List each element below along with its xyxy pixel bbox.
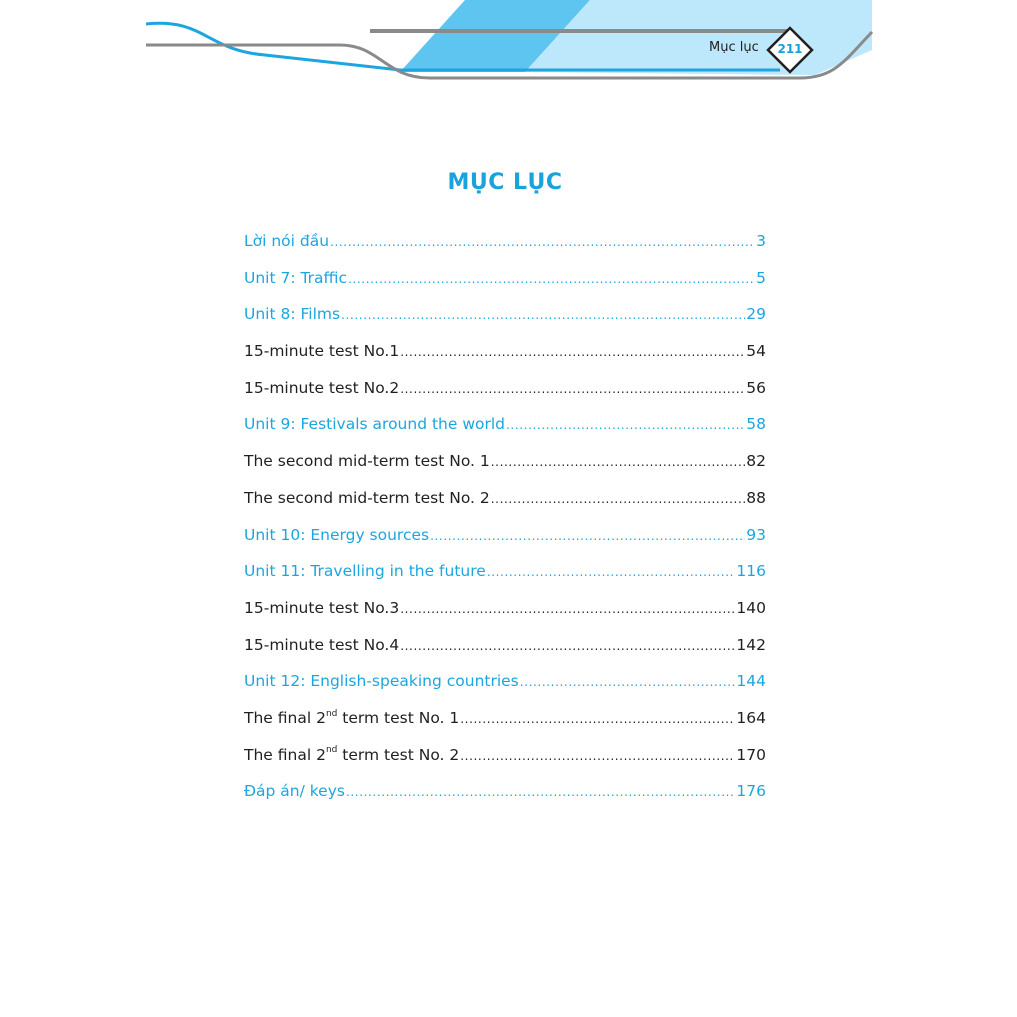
- toc-entry-label-sup: nd: [325, 745, 338, 756]
- toc-entry-label-text: The final 2: [244, 708, 326, 727]
- toc-entry-label-text: The second mid-term test No. 1: [244, 452, 490, 471]
- toc-dot-leader: [400, 382, 745, 396]
- toc-entry-label-text: Unit 11: Travelling in the future: [244, 562, 486, 581]
- toc-entry[interactable]: [244, 305, 766, 342]
- toc-entry-label: [244, 782, 345, 800]
- toc-entry-page: 164: [736, 708, 766, 727]
- toc-dot-leader: [400, 345, 745, 359]
- table-of-contents: [244, 232, 766, 819]
- toc-entry-label-text: Unit 10: Energy sources: [244, 525, 430, 544]
- toc-dot-leader: [460, 749, 735, 763]
- toc-entry-label-text: The second mid-term test No. 2: [244, 488, 490, 507]
- toc-entry-label: [244, 489, 490, 507]
- toc-entry-label-text: Unit 12: English-speaking countries: [244, 672, 519, 691]
- toc-entry-label-text: 15-minute test No.3: [244, 598, 400, 617]
- toc-entry-label-text: Đáp án/ keys: [244, 782, 345, 801]
- toc-dot-leader: [400, 639, 735, 653]
- toc-entry-label-text: 15-minute test No.2: [244, 378, 400, 397]
- toc-entry-label: [244, 305, 340, 323]
- toc-entry-label-text: 15-minute test No.4: [244, 635, 400, 654]
- toc-entry[interactable]: [244, 526, 766, 563]
- toc-entry[interactable]: [244, 489, 766, 526]
- toc-entry-label-text: Unit 8: Films: [244, 305, 341, 324]
- toc-dot-leader: [346, 785, 735, 799]
- toc-entry-label: [244, 452, 490, 470]
- toc-dot-leader: [348, 272, 755, 286]
- toc-entry-page: 3: [756, 232, 766, 250]
- toc-entry-page: 56: [746, 378, 766, 397]
- toc-entry[interactable]: [244, 269, 766, 306]
- toc-dot-leader: [460, 712, 735, 726]
- toc-entry-page: 116: [736, 562, 766, 581]
- toc-entry[interactable]: [244, 636, 766, 673]
- toc-entry[interactable]: [244, 746, 766, 783]
- toc-entry-label: [244, 672, 519, 690]
- toc-entry-page: 93: [746, 525, 766, 544]
- toc-entry-page: 88: [746, 488, 766, 507]
- toc-entry-label: [244, 232, 329, 250]
- toc-entry[interactable]: [244, 562, 766, 599]
- toc-entry[interactable]: [244, 379, 766, 416]
- running-head-title: Mục lục: [709, 40, 759, 55]
- toc-entry-page: 140: [736, 598, 766, 617]
- toc-entry-page: 54: [746, 342, 766, 361]
- toc-entry-label: [244, 526, 429, 544]
- toc-dot-leader: [506, 418, 745, 432]
- toc-entry-label-rest: term test No. 1: [337, 708, 460, 727]
- toc-entry-label: [244, 636, 399, 654]
- toc-dot-leader: [341, 308, 745, 322]
- toc-entry-page: 29: [746, 305, 766, 324]
- toc-dot-leader: [430, 529, 745, 543]
- toc-dot-leader: [400, 602, 735, 616]
- toc-entry-page: 144: [736, 672, 766, 691]
- toc-entry-label: [244, 269, 347, 287]
- page-number: 211: [777, 42, 803, 56]
- toc-entry[interactable]: [244, 709, 766, 746]
- toc-entry[interactable]: [244, 232, 766, 269]
- toc-dot-leader: [330, 235, 755, 249]
- toc-entry-page: 170: [736, 745, 766, 764]
- toc-entry-label: [244, 415, 505, 433]
- toc-dot-leader: [487, 565, 736, 579]
- toc-entry-label: [244, 599, 399, 617]
- toc-entry-page: 176: [736, 782, 766, 801]
- toc-entry-label: [244, 746, 459, 764]
- toc-entry-label-rest: term test No. 2: [337, 745, 460, 764]
- toc-entry-label-text: Unit 7: Traffic: [244, 268, 348, 287]
- toc-entry-page: 142: [736, 635, 766, 654]
- toc-title: MỤC LỤC: [447, 170, 563, 195]
- toc-entry-label: [244, 379, 399, 397]
- toc-entry[interactable]: [244, 782, 766, 819]
- toc-entry-label: [244, 562, 486, 580]
- toc-dot-leader: [491, 455, 746, 469]
- toc-entry-label-sup: nd: [325, 708, 338, 719]
- toc-entry-page: 82: [746, 452, 766, 471]
- toc-entry-page: 5: [756, 268, 766, 287]
- toc-entry-label-text: 15-minute test No.1: [244, 342, 400, 361]
- toc-dot-leader: [520, 675, 736, 689]
- toc-entry-page: 58: [746, 415, 766, 434]
- header-decoration: [0, 0, 1017, 120]
- toc-entry[interactable]: [244, 599, 766, 636]
- toc-entry-label: [244, 342, 399, 360]
- toc-dot-leader: [491, 492, 746, 506]
- toc-entry-label-text: Lời nói đầu: [244, 232, 330, 250]
- toc-entry-label-text: Unit 9: Festivals around the world: [244, 415, 506, 434]
- toc-entry[interactable]: [244, 452, 766, 489]
- toc-entry-label: [244, 709, 459, 727]
- toc-entry-label-text: The final 2: [244, 745, 326, 764]
- toc-entry[interactable]: [244, 415, 766, 452]
- toc-entry[interactable]: [244, 342, 766, 379]
- toc-entry[interactable]: [244, 672, 766, 709]
